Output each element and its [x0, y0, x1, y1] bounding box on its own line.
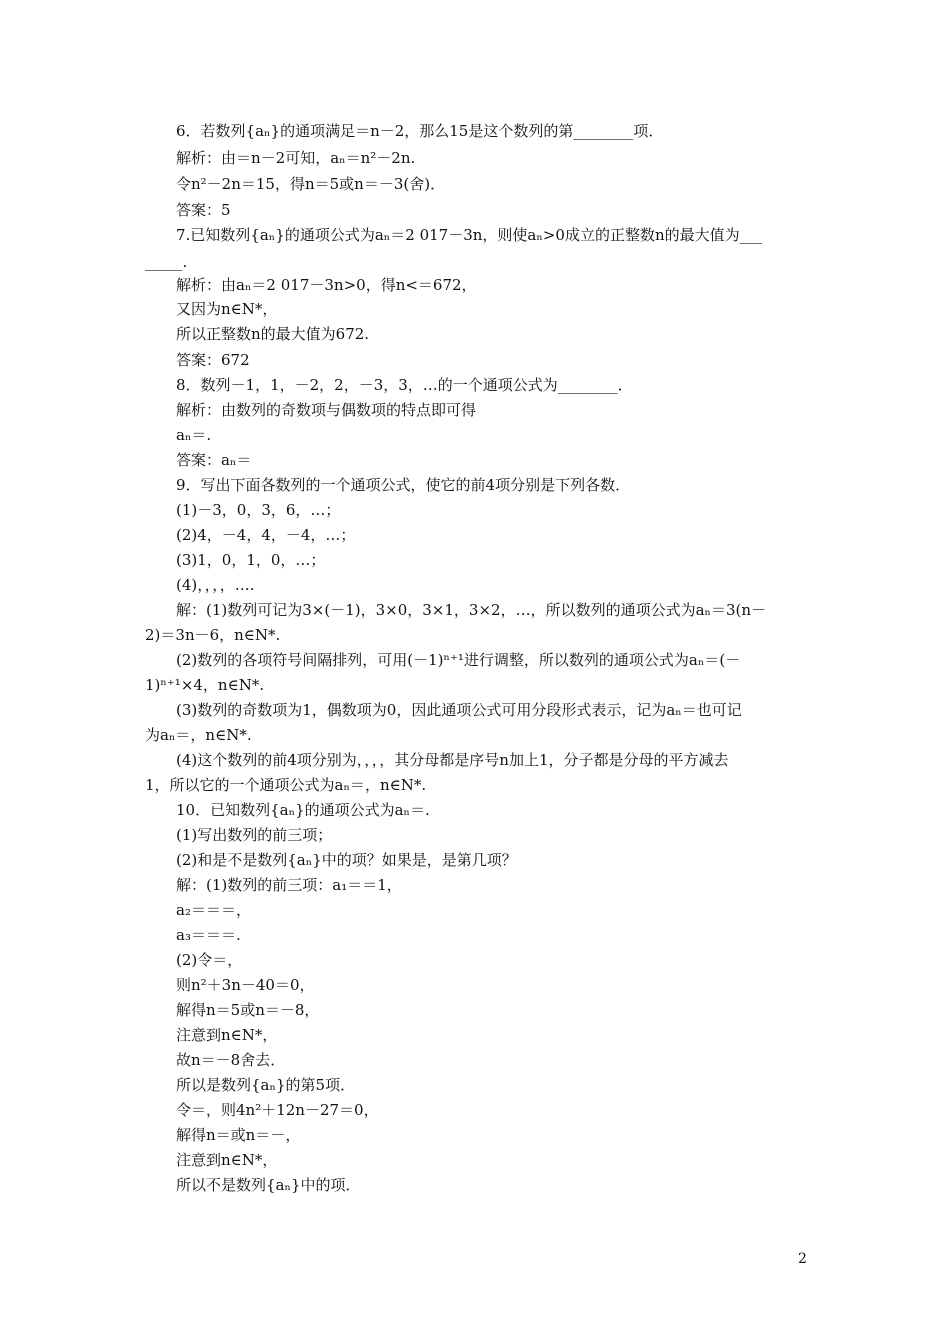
- text-line: 10．已知数列{aₙ}的通项公式为aₙ＝.: [176, 801, 430, 819]
- text-line: (2)和是不是数列{aₙ}中的项？如果是，是第几项？: [176, 851, 517, 869]
- text-line: 1，所以它的一个通项公式为aₙ＝，n∈N*.: [145, 776, 427, 794]
- text-line: 令n²－2n＝15，得n＝5或n＝－3(舍)．: [176, 175, 446, 193]
- text-line: 所以不是数列{aₙ}中的项．: [176, 1176, 361, 1194]
- text-line: 答案：672: [176, 351, 250, 369]
- text-line: 7.已知数列{aₙ}的通项公式为aₙ＝2 017－3n，则使aₙ>0成立的正整数n的最大值为___: [176, 226, 763, 244]
- text-line: 又因为n∈N*，: [176, 300, 278, 318]
- text-line: 所以是数列{aₙ}的第5项．: [176, 1076, 356, 1094]
- text-line: (1)写出数列的前三项；: [176, 826, 333, 844]
- text-line: 则n²＋3n－40＝0，: [176, 976, 315, 994]
- text-line: (4)，，，，….: [176, 576, 255, 594]
- text-line: 解得n＝5或n＝－8，: [176, 1001, 320, 1019]
- text-line: 解析：由数列的奇数项与偶数项的特点即可得: [176, 401, 477, 419]
- text-line: a₂＝＝＝，: [176, 901, 251, 919]
- text-line: 1)ⁿ⁺¹×4，n∈N*.: [145, 676, 265, 694]
- text-line: (1)－3，0，3，6，…；: [176, 501, 341, 519]
- text-line: a₃＝＝＝.: [176, 926, 241, 944]
- text-line: 2)＝3n－6，n∈N*.: [145, 626, 281, 644]
- text-line: 解析：由＝n－2可知，aₙ＝n²－2n.: [176, 149, 416, 167]
- text-line: 解得n＝或n＝－，: [176, 1126, 301, 1144]
- text-line: (2)4，－4，4，－4，…；: [176, 526, 356, 544]
- text-line: 答案：aₙ＝: [176, 451, 252, 469]
- text-line: 故n＝－8舍去．: [176, 1051, 286, 1069]
- text-line: 答案：5: [176, 201, 231, 219]
- text-line: 9．写出下面各数列的一个通项公式，使它的前4项分别是下列各数．: [176, 476, 631, 494]
- text-line: (2)数列的各项符号间隔排列，可用(－1)ⁿ⁺¹进行调整，所以数列的通项公式为aₙ＝(－: [176, 651, 741, 669]
- text-line: 令＝，则4n²＋12n－27＝0，: [176, 1101, 379, 1119]
- text-line: 6．若数列{aₙ}的通项满足＝n－2，那么15是这个数列的第________项．: [176, 122, 664, 140]
- text-line: 解析：由aₙ＝2 017－3n>0，得n<＝672，: [176, 276, 477, 294]
- text-line: aₙ＝.: [176, 426, 212, 444]
- text-line: 解：(1)数列可记为3×(－1)，3×0，3×1，3×2，…，所以数列的通项公式为aₙ＝3(n－: [176, 601, 767, 619]
- text-line: 为aₙ＝，n∈N*.: [145, 726, 252, 744]
- page-number: 2: [798, 1251, 807, 1267]
- text-line: _____.: [145, 253, 188, 271]
- text-line: 所以正整数n的最大值为672.: [176, 325, 370, 343]
- text-line: 8．数列－1，1，－2，2，－3，3，…的一个通项公式为________．: [176, 376, 633, 394]
- text-line: 注意到n∈N*，: [176, 1026, 278, 1044]
- text-line: (4)这个数列的前4项分别为，，，，其分母都是序号n加上1，分子都是分母的平方减去: [176, 751, 729, 769]
- text-line: 解：(1)数列的前三项：a₁＝＝1，: [176, 876, 402, 894]
- text-line: (3)数列的奇数项为1，偶数项为0，因此通项公式可用分段形式表示，记为aₙ＝也可记: [176, 701, 742, 719]
- text-line: (2)令＝，: [176, 951, 243, 969]
- text-line: 注意到n∈N*，: [176, 1151, 278, 1169]
- text-line: (3)1，0，1，0，…；: [176, 551, 326, 569]
